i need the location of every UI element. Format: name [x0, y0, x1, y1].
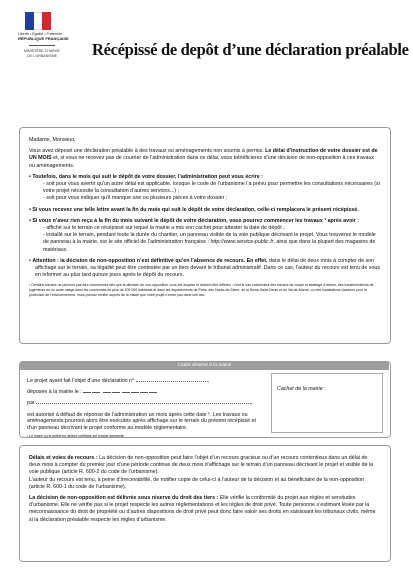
cachet-stamp-area[interactable] — [271, 373, 383, 433]
flag-blue — [25, 12, 34, 30]
cachet-label: Cachet de la mairie : — [277, 386, 326, 392]
declarant-field[interactable] — [36, 398, 251, 404]
legal-box — [19, 445, 391, 562]
page-title: Récépissé de depôt d’une déclaration préalable — [92, 40, 409, 59]
bullet-1-title: • Toutefois, dans le mois qui suit le dépôt de votre dossier, l’administration peut vous écrire : — [29, 173, 263, 180]
deposit-date-field[interactable] — [83, 389, 158, 395]
flag-red — [42, 12, 51, 30]
intro-text-a: Vous avez déposé une déclaration préalable à des travaux ou aménagements non soumis à permis. — [29, 148, 266, 155]
intro-text-bold: Le délai d’instruction de votre dossier est de UN MOIS — [29, 148, 378, 162]
bullet-2: • Si vous recevez une telle lettre avant la fin du mois qui suit le dépôt de votre déclaration, celle-ci remplacera le présent récépissé. — [29, 206, 359, 213]
deposit-date-line — [27, 387, 267, 396]
bullet-3-sub-2-end: , ainsi que dans la plupart des magasins de matériaux. — [43, 239, 376, 253]
declaration-number-label: Le projet ayant fait l’objet d’une déclaration n° — [27, 378, 135, 384]
logo-republic: RÉPUBLIQUE FRANÇAISE — [18, 36, 69, 41]
legal-p2-text: Elle vérifie la conformité du projet aux règles et servitudes d’urbanisme. Elle ne vérifie pas si le projet respecte les autres réglementations et les règles de droit privé. Toute personne s’estimant lésée par la méconnaissance du droit de propriété ou d’autres dispositions de droit privé peut donc faire valoir ses droits en saisissant les tribunaux civils, même si la déclaration préalable respecte les règles d’urbanisme. — [29, 495, 376, 523]
intro-text-b: et, si vous ne recevez pas de courrier de l’administration dans ce délai, vous bénéficierez d’une décision de non-opposition à ces travaux ou aménagements. — [29, 155, 375, 169]
information-box — [19, 127, 391, 344]
declarant-label: par — [27, 400, 35, 407]
legal-p1-text: La décision de non-opposition peut faire l’objet d’un recours gracieux ou d’un recours contentieux dans un délai de deux mois à compter du premier jour d’une période continue de deux mois d’affichage sur le terrain d’un panneau décrivant le projet et visible de la voie publique (article R. 600-2 du code de l’urbanisme). — [29, 455, 374, 476]
bullet-1-text: Toutefois, dans le mois qui suit le dépôt de votre dossier, l’administration peut vous écrire : — [32, 173, 263, 180]
bullet-4-text: dans le délai de deux mois à compter de son affichage sur le terrain, sa légalité peut être contestée par un tiers devant le tribunal administratif. Dans ce cas, l’auteur du recours est tenu de vous en informer au plus tard quinze jours après le dépôt du recours. — [35, 257, 380, 279]
legal-paragraph-1 — [29, 455, 380, 477]
declarant-line: par , — [27, 400, 253, 407]
logo-motto: Liberté • Égalité • Fraternité — [18, 32, 62, 36]
footnote-1: ¹ Certains travaux ne peuvent pas être commencés dès que la décision de non-opposition vous est acquise et doivent être différés : c’est le cas notamment des travaux de coupe et abattage d’arbres, des transformations de logements en un autre usage dans les communes de plus de 200 000 habitants et dans les départements de Paris, des Hauts-de-Seine, de la Seine-Saint-Denis et du Val-de-Marne, ou des installations classées pour la protection de l’environnement. Vous pouvez vérifier auprès de la mairie que votre projet n’entre pas dans ces cas. — [29, 283, 374, 297]
declaration-number-line: Le projet ayant fait l’objet d’une déclaration n° , — [27, 378, 210, 384]
bullet-3-title: • Si vous n’avez rien reçu à la fin du mois suivant le dépôt de votre déclaration, vous pourrez commencer les travaux ¹ après avoir : — [29, 217, 360, 224]
declaration-number-field[interactable] — [136, 376, 208, 382]
service-public-link[interactable]: http://www.service-public.fr — [210, 239, 274, 246]
ministry-line-1: MINISTÈRE CHARGÉ — [24, 49, 60, 53]
deposit-date-label: déposée à la mairie le : — [27, 389, 82, 396]
intro-paragraph — [29, 148, 380, 170]
bullet-1-sub-1: - soit pour vous avertir qu’un autre délai est applicable, lorsque le code de l’urbanisme l’a prévu pour permettre les consultations nécessaires (si votre projet nécessite la consultation d’autres services...) ; — [43, 181, 380, 195]
bullet-1-sub-2: - soit pour vous indiquer qu’il manque une ou plusieurs pièces à votre dossier ; — [43, 195, 228, 202]
footnote-2: ² Le maire ou le préfet en délivre certificat sur simple demande. — [27, 434, 125, 439]
reserved-form — [27, 376, 267, 439]
legal-p1-bold: Délais et voies de recours : — [29, 455, 98, 461]
reserved-paragraph: est autorisé à défaut de réponse de l’administration un mois après cette date ². Les travaux ou aménagements pourront alors être exécutés après affichage sur le terrain du présent récépissé et d’un panneau décrivant le projet conforme au modèle réglementaire. — [27, 411, 256, 431]
ministry-line-2: DE L'URBANISME — [26, 54, 58, 58]
salutation: Madame, Monsieur, — [29, 137, 76, 143]
legal-paragraph-2 — [29, 495, 380, 524]
bullet-3-text: Si vous n’avez rien reçu à la fin du mois suivant le dépôt de votre déclaration, vous pourrez commencer les travaux ¹ après avoir : — [32, 217, 360, 224]
flag-white — [34, 12, 43, 30]
marianne-logo — [25, 12, 51, 30]
reserved-bar-label: Cadre réservé à la mairie — [20, 362, 389, 370]
legal-p2-bold: La décision de non-opposition est délivrée sous réserve du droit des tiers : — [29, 495, 219, 502]
bullet-4: • Attention : la décision de non-opposition n’est définitive qu’en l’absence de recours. En effet, dans le délai de deux mois à compter de son affichage sur le terrain, sa légalité peut être contestée par un tiers devant le tribunal administratif. Dans ce cas, l’auteur du recours est tenu de vous en informer au plus tard quinze jours après le dépôt du recours. — [29, 257, 380, 279]
bullet-3-sub-1: - affiché sur le terrain ce récépissé sur lequel la mairie a mis son cachet pour attester la date de dépôt ; — [43, 225, 285, 232]
bullet-4-bold: Attention : la décision de non-opposition n’est définitive qu’en l’absence de recours. En effet, — [32, 257, 268, 264]
bullet-3-sub-2-text: - installé sur le terrain, pendant toute la durée du chantier, un panneau visible de la voie publique décrivant le projet. Vous trouverez le modèle de panneau à la mairie, sur le site officiel de l’administration française : — [43, 232, 376, 246]
divider — [29, 45, 55, 46]
bullet-3-sub-2 — [29, 232, 380, 254]
legal-paragraph-1b: L’auteur du recours est tenu, à peine d’irrecevabilité, de notifier copie de celui-ci à l’auteur de la décision et au bénéficiaire de la non-opposition (article R. 600-1 du code de l’urbanisme). — [29, 476, 365, 490]
bullet-2-text: Si vous recevez une telle lettre avant la fin du mois qui suit le dépôt de votre déclaration, celle-ci remplacera le présent récépissé. — [32, 206, 359, 213]
